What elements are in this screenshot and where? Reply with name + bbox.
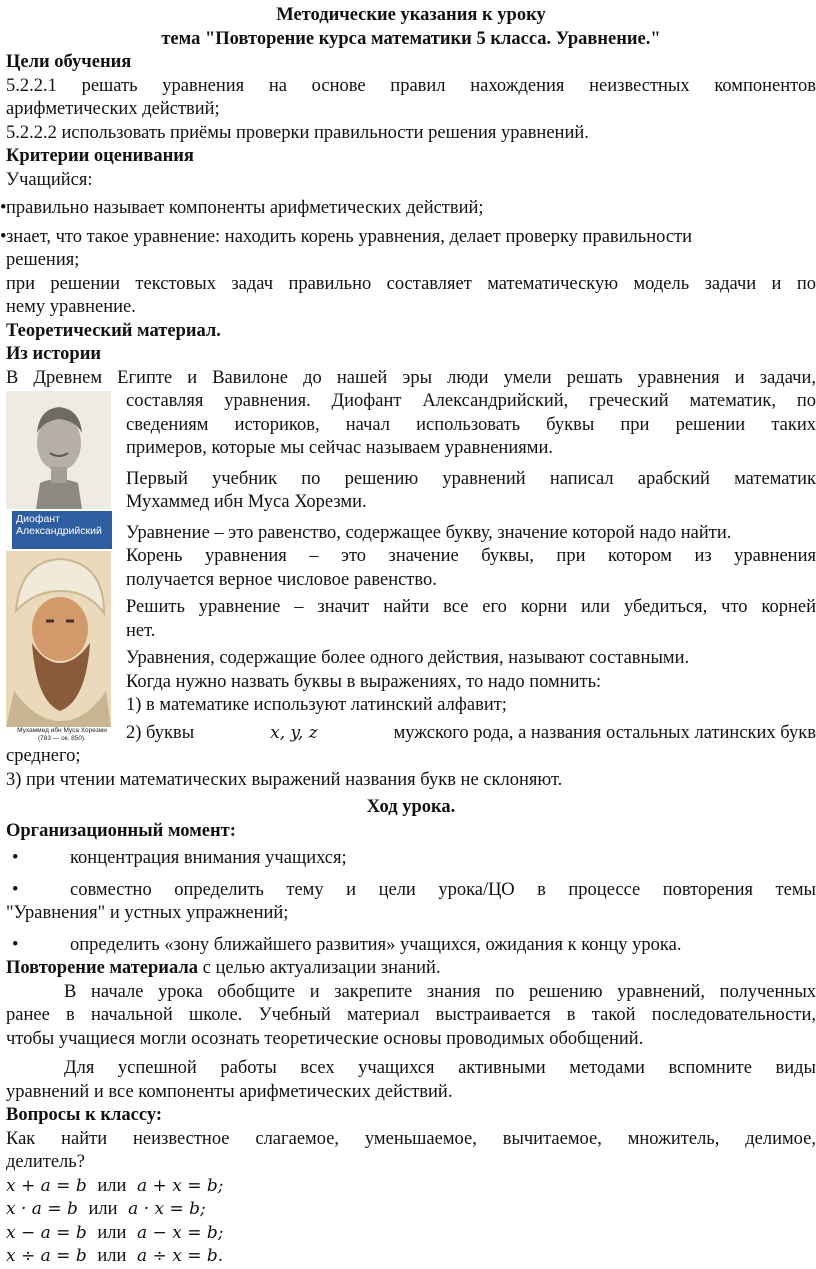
definition-equation: Уравнение – это равенство, содержащее букву, значение которой надо найти. <box>126 522 732 543</box>
lesson-topic: тема "Повторение курса математики 5 класса. Уравнение." <box>161 28 661 49</box>
letters-rule: 3) при чтении математических выражений названия букв не склоняют. <box>6 769 563 790</box>
bust-icon <box>6 391 111 509</box>
rule-text: 2) буквы <box>126 722 195 743</box>
criteria-item <box>0 197 816 221</box>
equation: x · a = b <box>6 1199 78 1219</box>
letters-rule <box>126 722 816 746</box>
diophantus-label: Диофант Александрийский <box>12 511 112 549</box>
or-word: или <box>97 1246 127 1266</box>
khwarizmi-caption: Мухаммед ибн Муса Хорезми (783 — ок. 850). <box>17 726 107 742</box>
diophantus-portrait <box>6 391 111 509</box>
khwarizmi-portrait <box>6 551 111 727</box>
history-text: примеров, которые мы сейчас называем уравнениями. <box>126 438 553 458</box>
goal-item: 5.2.2.2 использовать приёмы проверки правильности решения уравнений. <box>6 122 589 143</box>
history-text: составляя уравнения. Диофант Александрийский, греческий математик, по <box>126 391 816 411</box>
criteria-text: решения; <box>6 250 80 270</box>
letters-note: Когда нужно назвать буквы в выражениях, то надо помнить: <box>126 671 602 692</box>
history-heading: Из истории <box>6 344 102 364</box>
equation: x + a = b <box>6 1175 87 1196</box>
goal-item <box>6 75 816 122</box>
bullet-icon: • <box>12 848 19 868</box>
history-text: Первый учебник по решению уравнений написал арабский математик <box>126 468 816 489</box>
org-text: совместно определить тему и цели урока/ЦО в процессе повторения темы <box>70 879 816 900</box>
criteria-item <box>0 226 816 250</box>
history-text: В Древнем Египте и Вавилоне до нашей эры люди умели решать уравнения и задачи, <box>6 367 816 388</box>
criteria-text: правильно называет компоненты арифметических действий; <box>6 198 484 218</box>
bullet-icon: • <box>12 879 19 900</box>
or-word: или <box>97 1222 127 1243</box>
document-title: Методические указания к уроку <box>276 5 546 25</box>
definition-root: Корень уравнения – это значение буквы, при котором из уравнения <box>126 546 816 566</box>
definition-solve: нет. <box>126 620 156 641</box>
equation-line <box>6 1175 816 1199</box>
goal-text: 5.2.2.1 решать уравнения на основе правил нахождения неизвестных компонентов <box>6 75 816 96</box>
org-text: определить «зону ближайшего развития» учащихся, ожидания к концу урока. <box>70 934 682 955</box>
letters-rule: среднего; <box>6 746 81 766</box>
equation: x − a = b <box>6 1222 87 1243</box>
questions-heading: Вопросы к классу: <box>6 1105 162 1125</box>
equation: a + x = b; <box>137 1175 224 1196</box>
goals-heading: Цели обучения <box>6 52 132 72</box>
criteria-text: знает, что такое уравнение: находить корень уравнения, делает проверку правильности <box>6 226 693 247</box>
paragraph-text: ранее в начальной школе. Учебный материал выстраивается в такой последовательности, <box>6 1005 816 1025</box>
definition-root: получается верное числовое равенство. <box>126 569 437 590</box>
bullet-icon: • <box>12 934 19 955</box>
equation-line <box>6 1198 816 1222</box>
org-text: "Уравнения" и устных упражнений; <box>6 903 289 923</box>
criteria-text: нему уравнение. <box>6 297 136 317</box>
repetition-goal: с целью актуализации знаний. <box>198 958 441 978</box>
equation-line <box>6 1222 816 1246</box>
bullet-icon: • <box>0 226 7 247</box>
criteria-heading: Критерии оценивания <box>6 146 194 166</box>
goal-text: арифметических действий; <box>6 99 220 119</box>
or-word: или <box>97 1175 127 1196</box>
paragraph-text: уравнений и все компоненты арифметических действий. <box>6 1081 453 1102</box>
equation: a − x = b; <box>137 1222 224 1243</box>
org-text: концентрация внимания учащихся; <box>70 848 347 868</box>
theory-heading: Теоретический материал. <box>6 320 221 341</box>
criteria-student: Учащийся: <box>6 169 93 190</box>
definition-solve: Решить уравнение – значит найти все его корни или убедиться, что корней <box>126 597 816 617</box>
repetition-heading <box>6 957 816 981</box>
org-item <box>6 879 816 903</box>
paragraph-text: Для успешной работы всех учащихся активными методами вспомните виды <box>64 1058 816 1078</box>
document-page <box>0 4 816 1269</box>
math-letters: x, y, z <box>270 722 318 743</box>
question-text: Как найти неизвестное слагаемое, уменьшаемое, вычитаемое, множитель, делимое, <box>6 1128 816 1149</box>
equation: a ÷ x = b. <box>137 1246 224 1266</box>
equation: x ÷ a = b <box>6 1246 87 1266</box>
lesson-heading: Ход урока. <box>366 797 456 817</box>
or-word: или <box>88 1199 118 1219</box>
repetition-title: Повторение материала <box>6 958 198 978</box>
org-item <box>6 847 816 871</box>
letters-rule: 1) в математике используют латинский алфавит; <box>126 695 507 715</box>
paragraph-text: В начале урока обобщите и закрепите знания по решению уравнений, полученных <box>64 981 816 1002</box>
history-text: Мухаммед ибн Муса Хорезми. <box>126 492 367 512</box>
org-heading: Организационный момент: <box>6 820 236 841</box>
bullet-icon: • <box>0 198 7 218</box>
criteria-text: при решении текстовых задач правильно составляет математическую модель задачи и по <box>6 273 816 294</box>
history-text: сведениям историков, начал использовать буквы при решении таких <box>126 414 816 435</box>
equation-line <box>6 1245 816 1269</box>
definition-compound: Уравнения, содержащие более одного действия, называют составными. <box>126 648 690 668</box>
question-text: делитель? <box>6 1152 85 1172</box>
scholar-icon <box>6 551 111 727</box>
history-section <box>6 367 816 793</box>
org-item <box>6 934 816 958</box>
rule-text: мужского рода, а названия остальных латинских букв <box>393 722 816 743</box>
history-body <box>126 390 816 745</box>
paragraph-text: чтобы учащиеся могли осознать теоретические основы проводимых обобщений. <box>6 1028 644 1049</box>
equation: a · x = b; <box>128 1199 206 1219</box>
